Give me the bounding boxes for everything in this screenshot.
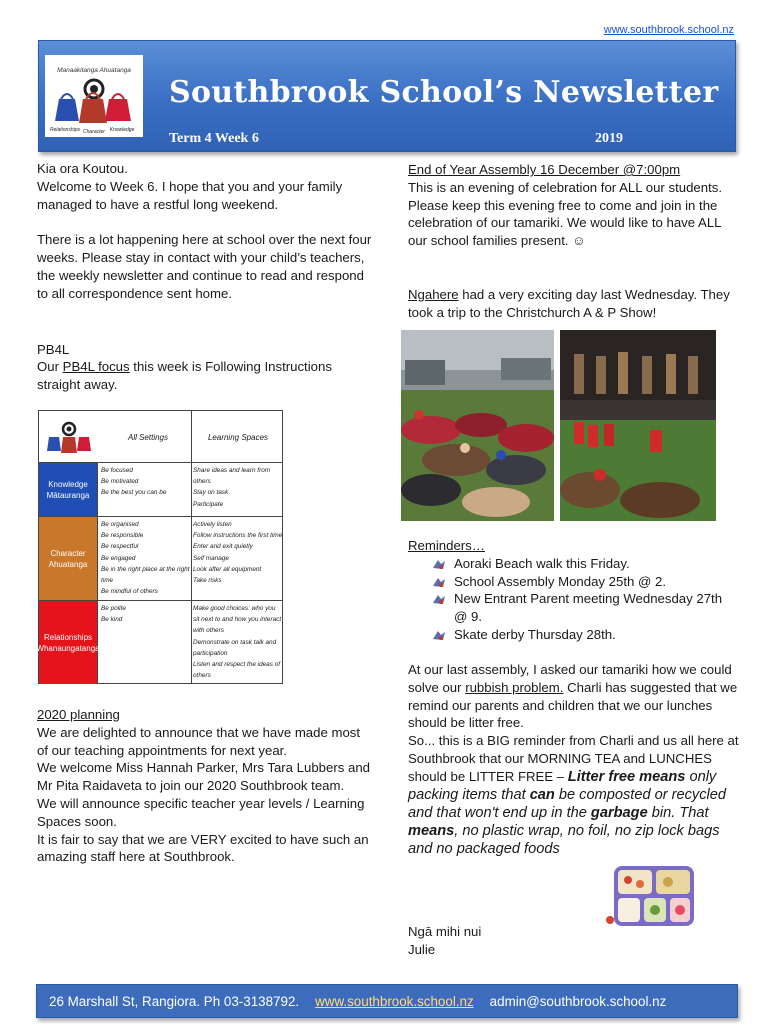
ngahere-link[interactable]: Ngahere	[408, 286, 459, 302]
table-logo	[43, 415, 95, 459]
row-all-settings: Be focused Be motivated Be the best you can be	[101, 467, 167, 497]
greeting: Kia ora Koutou.	[37, 161, 128, 176]
row-label: Knowledge Mātauranga	[39, 463, 97, 516]
svg-text:Character: Character	[83, 129, 105, 135]
footer-address: 26 Marshall St, Rangiora. Ph 03-3138792.	[49, 993, 300, 1009]
row-learning-spaces: Make good choices: who you sit next to and how you interact with others Demonstrate on task talk and participation Listen and respect the ideas of others	[193, 605, 282, 680]
footer-website-link[interactable]: www.southbrook.school.nz	[315, 993, 474, 1009]
row-label: Relationships Whanaungatanga	[39, 601, 97, 684]
busy-weeks-text: There is a lot happening here at school over the next four weeks. Please stay in contact with your child’s teachers, the weekly newsletter and continue to read and respond to all correspondence sent home.	[37, 232, 372, 301]
row-label: Character Ahuatanga	[39, 517, 97, 600]
right-column	[408, 161, 738, 322]
newsletter-year: 2019	[595, 131, 623, 146]
bullet-icon	[432, 576, 446, 588]
show-crowd-photo	[401, 330, 554, 521]
table-row-knowledge	[39, 463, 282, 517]
school-website-link[interactable]: www.southbrook.school.nz	[603, 24, 734, 36]
list-item: Aoraki Beach walk this Friday.	[430, 555, 738, 573]
litter-free-text: So... this is a BIG reminder from Charli and us all here at Southbrook that our MORNING TEA and LUNCHES should be LITTER FREE – Litter free means only packing items that can be composted or recycled and that won't end up in the garbage bin. That means, no plastic wrap, no foil, no zip lock bags and no packaged foods	[408, 733, 739, 857]
rubbish-section	[408, 661, 744, 858]
newsletter-title: Southbrook School’s Newsletter	[169, 75, 719, 110]
planning-section	[37, 706, 372, 866]
pb4l-heading: PB4L	[37, 341, 70, 357]
svg-text:Manaakitanga Ahuatanga: Manaakitanga Ahuatanga	[57, 67, 131, 74]
svg-text:Knowledge: Knowledge	[109, 127, 135, 133]
planning-text-3: We will announce specific teacher year levels / Learning Spaces soon.	[37, 795, 365, 829]
planning-heading: 2020 planning	[37, 707, 120, 722]
signoff	[408, 923, 481, 959]
footer-bar	[36, 984, 738, 1018]
svg-text:Relationships: Relationships	[49, 127, 81, 133]
planning-text-2: We welcome Miss Hannah Parker, Mrs Tara Lubbers and Mr Pita Raidaveta to join our 2020 Southbrook team.	[37, 760, 371, 794]
rubbish-link[interactable]: rubbish problem.	[465, 679, 564, 695]
table-row-character	[39, 517, 282, 601]
lunchbox-image	[606, 862, 700, 932]
pb4l-values-table	[38, 410, 283, 684]
pb4l-focus-text: Our PB4L focus this week is Following Instructions straight away.	[37, 359, 332, 393]
signoff-name: Julie	[408, 941, 436, 957]
row-learning-spaces: Actively listen Follow instructions the first time Enter and exit quietly Self manage Look after all equipment Take risks	[193, 521, 283, 585]
reminders-section	[408, 537, 738, 644]
row-all-settings: Be organised Be responsible Be respectful Be engaged Be in the right place at the right time Be mindful of others	[101, 521, 190, 596]
pb4l-focus-link[interactable]: PB4L focus	[62, 359, 130, 375]
all-settings-header: All Settings	[127, 433, 169, 442]
bullet-icon	[432, 558, 446, 570]
rubbish-text: At our last assembly, I asked our tamariki how we could solve our rubbish problem. Charli has suggested that we remind our parents and children that we our lunches should be litter free.	[408, 662, 738, 731]
learning-spaces-header: Learning Spaces	[207, 433, 269, 442]
assembly-heading: End of Year Assembly 16 December @7:00pm	[408, 162, 681, 177]
assembly-text: This is an evening of celebration for ALL our students. Please keep this evening free to come and join in the celebration of our tamariki. We would like to have ALL our school families present. ☺	[408, 179, 723, 249]
welcome-text: Welcome to Week 6. I hope that you and your family managed to have a restful long weekend.	[37, 178, 343, 212]
ngahere-text: Ngahere had a very exciting day last Wednesday. They took a trip to the Christchurch A & P Show!	[408, 286, 730, 320]
list-item: Skate derby Thursday 28th.	[430, 626, 738, 644]
reminders-heading: Reminders…	[408, 538, 485, 553]
table-row-relationships	[36, 601, 282, 684]
row-learning-spaces: Share ideas and learn from others Stay on task Participate	[193, 467, 271, 508]
newsletter-banner	[38, 40, 736, 152]
newsletter-term: Term 4 Week 6	[169, 131, 259, 146]
row-all-settings: Be polite Be kind	[101, 605, 126, 624]
stage-performance-photo	[560, 330, 716, 521]
school-logo	[45, 55, 143, 137]
table-header	[39, 411, 282, 463]
bullet-icon	[432, 593, 446, 605]
signoff-greeting: Ngā mihi nui	[408, 924, 482, 939]
planning-text-1: We are delighted to announce that we have made most of our teaching appointments for next year.	[37, 724, 361, 758]
planning-text-4: It is fair to say that we are VERY excited to have such an amazing staff here at Southbrook.	[37, 831, 369, 865]
list-item: New Entrant Parent meeting Wednesday 27th @ 9.	[430, 590, 738, 626]
reminders-list	[430, 555, 738, 644]
bullet-icon	[432, 629, 446, 641]
footer-email[interactable]: admin@southbrook.school.nz	[489, 993, 667, 1009]
left-column	[37, 160, 372, 394]
list-item: School Assembly Monday 25th @ 2.	[430, 573, 738, 591]
